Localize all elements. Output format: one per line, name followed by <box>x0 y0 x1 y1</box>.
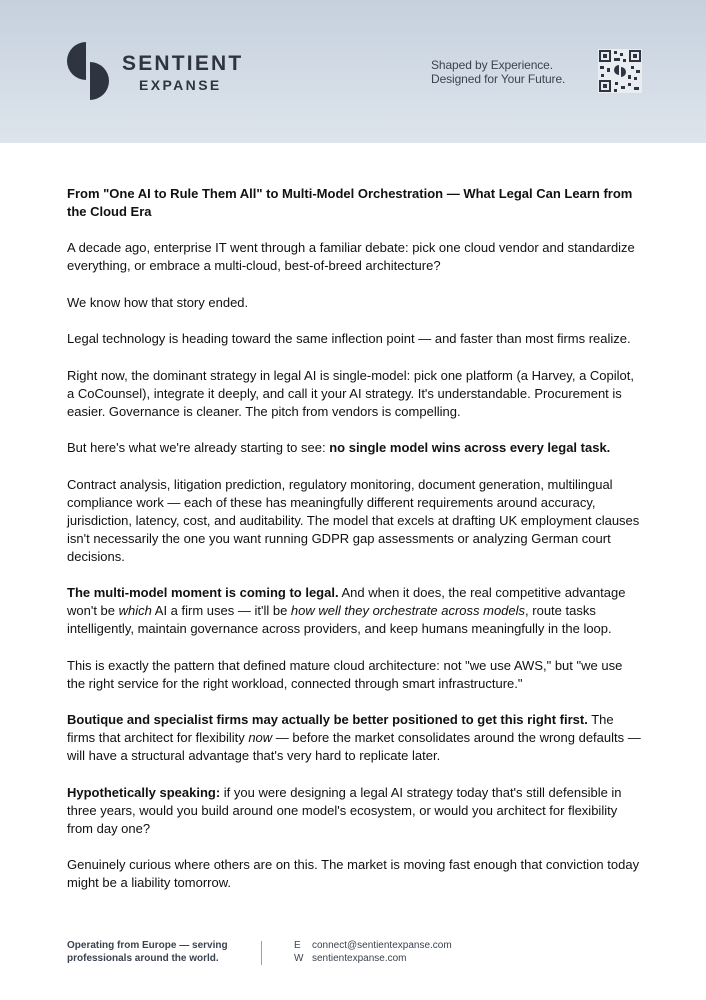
paragraph: Genuinely curious where others are on this. The market is moving fast enough that conviction today might be a liability tomorrow. <box>67 857 640 890</box>
paragraph: This is exactly the pattern that defined mature cloud architecture: not "we use AWS," but "we use the right service for the right workload, connected through smart infrastructure." <box>67 657 623 691</box>
italic-text: which <box>118 603 152 618</box>
paragraph: Contract analysis, litigation prediction, regulatory monitoring, document generation, multilingual compliance work — each of these has meaningfully different requirements around accuracy, jurisdiction, latency, cost, and auditability. The model that excels at drafting UK employment clauses isn't necessarily the one you want running GDPR gap assessments or analyzing German court decisions. <box>67 476 640 564</box>
paragraph: We know how that story ended. <box>67 294 249 310</box>
tagline-line-2: Designed for Your Future. <box>431 72 566 86</box>
web-label: W <box>294 953 304 964</box>
letterhead-header <box>0 0 706 143</box>
brand-name: SENTIENT <box>122 52 244 75</box>
bold-text: Boutique and specialist firms may actually be better positioned to get this right first. <box>67 712 588 727</box>
text-run: — before the market consolidates around the wrong defaults — will have a structural advantage that's very hard to replicate later. <box>67 730 641 763</box>
bold-text: Hypothetically speaking: <box>67 784 221 800</box>
website-link[interactable]: sentientexpanse.com <box>312 953 407 964</box>
bold-text: no single model wins across every legal task. <box>329 440 611 455</box>
footer-line-1: Operating from Europe — serving <box>67 940 228 951</box>
text-run: AI a firm uses — it'll be <box>151 603 291 618</box>
sentient-expanse-logo-icon <box>67 42 109 100</box>
paragraph: Right now, the dominant strategy in legal AI is single-model: pick one platform (a Harvey, a Copilot, a CoCounsel), integrate it deeply, and call it your AI strategy. It's understandable. Procurement is easier. Governance is cleaner. The pitch from vendors is compelling. <box>67 367 634 419</box>
text-run: But here's what we're already starting to see: <box>67 440 330 455</box>
footer-web-row <box>294 952 452 965</box>
tagline-line-1: Shaped by Experience. <box>431 58 553 72</box>
text-run: , route tasks intelligently, maintain governance across providers, and keep humans meaningfully in the loop. <box>67 603 612 636</box>
footer-contact <box>294 939 452 965</box>
tagline <box>431 58 565 86</box>
qr-code-icon[interactable] <box>598 49 642 93</box>
paragraph: Legal technology is heading toward the same inflection point — and faster than most firms realize. <box>67 331 631 346</box>
text-run: The firms that architect for flexibility <box>67 712 614 745</box>
email-link[interactable]: connect@sentientexpanse.com <box>312 940 452 951</box>
article-body <box>67 185 641 911</box>
italic-text: how well they orchestrate across models <box>290 603 526 618</box>
paragraph <box>67 784 641 838</box>
footer-divider <box>261 941 262 965</box>
italic-text: now <box>248 730 273 745</box>
email-label: E <box>294 940 301 951</box>
text-run: And when it does, the real competitive advantage won't be <box>67 585 626 618</box>
paragraph: A decade ago, enterprise IT went through a familiar debate: pick one cloud vendor and standardize everything, or embrace a multi-cloud, best-of-breed architecture? <box>67 240 635 273</box>
footer-line-2: professionals around the world. <box>67 953 219 964</box>
footer-email-row <box>294 939 452 952</box>
bold-text: The multi-model moment is coming to legal. <box>67 585 339 600</box>
paragraph <box>67 711 641 765</box>
paragraph <box>67 439 641 457</box>
brand-subtitle: EXPANSE <box>139 77 222 93</box>
paragraph <box>67 584 641 638</box>
footer-location-note <box>67 939 228 965</box>
article-title: From "One AI to Rule Them All" to Multi-Model Orchestration — What Legal Can Learn from the Cloud Era <box>67 186 633 219</box>
text-run: if you were designing a legal AI strategy today that's still defensible in three years, would you build around one model's ecosystem, or would you architect for flexibility from day one? <box>67 784 622 836</box>
